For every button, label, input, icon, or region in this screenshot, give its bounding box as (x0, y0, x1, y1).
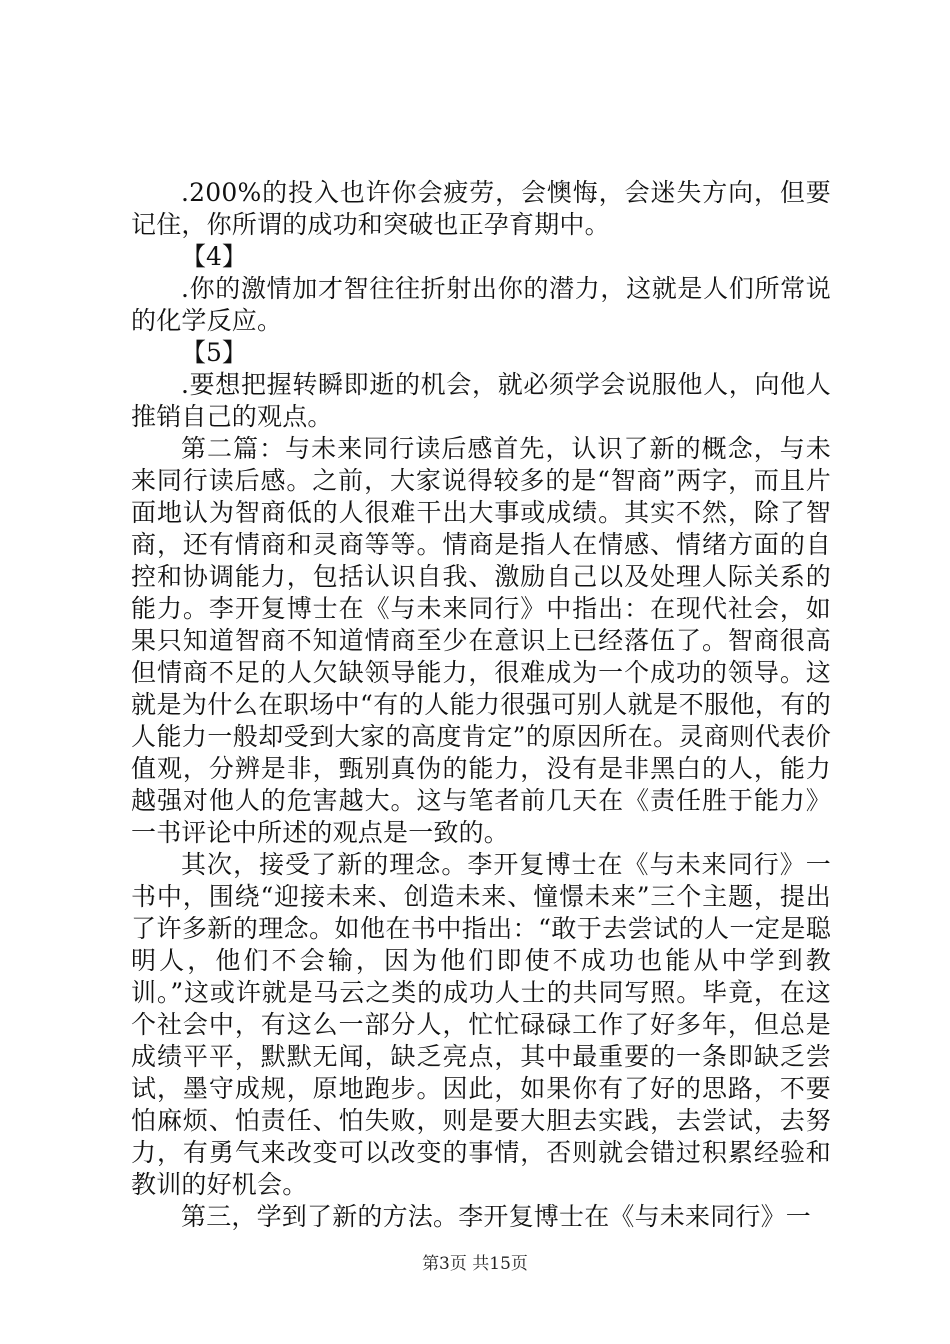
paragraph-passion: .你的激情加才智往往折射出你的潜力，这就是人们所常说的化学反应。 (131, 274, 831, 335)
paragraph-opportunity: .要想把握转瞬即逝的机会，就必须学会说服他人，向他人推销自己的观点。 (131, 370, 831, 431)
section-marker-4: 【4】 (181, 242, 247, 271)
document-body (131, 177, 831, 1233)
paragraph-part-two: 第二篇：与未来同行读后感首先，认识了新的概念，与未来同行读后感。之前，大家说得较多的是“智商”两字，而且片面地认为智商低的人很难干出大事或成绩。其实不然，除了智商，还有情商和灵商等等。情商是指人在情感、情绪方面的自控和协调能力，包括认识自我、激励自己以及处理人际关系的能力。李开复博士在《与未来同行》中指出：在现代社会，如果只知道智商不知道情商至少在意识上已经落伍了。智商很高但情商不足的人欠缺领导能力，很难成为一个成功的领导。这就是为什么在职场中“有的人能力很强可别人就是不服他，有的人能力一般却受到大家的高度肯定”的原因所在。灵商则代表价值观，分辨是非，甄别真伪的能力，没有是非黑白的人，能力越强对他人的危害越大。这与笔者前几天在《责任胜于能力》一书评论中所述的观点是一致的。 (131, 434, 831, 847)
paragraph-second-point: 其次，接受了新的理念。李开复博士在《与未来同行》一书中，围绕“迎接未来、创造未来、憧憬未来”三个主题，提出了许多新的理念。如他在书中指出：“敢于去尝试的人一定是聪明人，他们不会输，因为他们即使不成功也能从中学到教训。”这或许就是马云之类的成功人士的共同写照。毕竟，在这个社会中，有这么一部分人，忙忙碌碌工作了好多年，但总是成绩平平，默默无闻，缺乏亮点，其中最重要的一条即缺乏尝试，墨守成规，原地跑步。因此，如果你有了好的思路，不要怕麻烦、怕责任、怕失败，则是要大胆去实践，去尝试，去努力，有勇气来改变可以改变的事情，否则就会错过积累经验和教训的好机会。 (131, 850, 831, 1199)
paragraph-third-point: 第三，学到了新的方法。李开复博士在《与未来同行》一 (181, 1202, 812, 1231)
page-footer: 第3页 共15页 (422, 1254, 528, 1274)
paragraph-200-percent: .200%的投入也许你会疲劳，会懊悔，会迷失方向，但要记住，你所谓的成功和突破也正孕育期中。 (131, 178, 831, 239)
section-marker-5: 【5】 (181, 338, 247, 367)
